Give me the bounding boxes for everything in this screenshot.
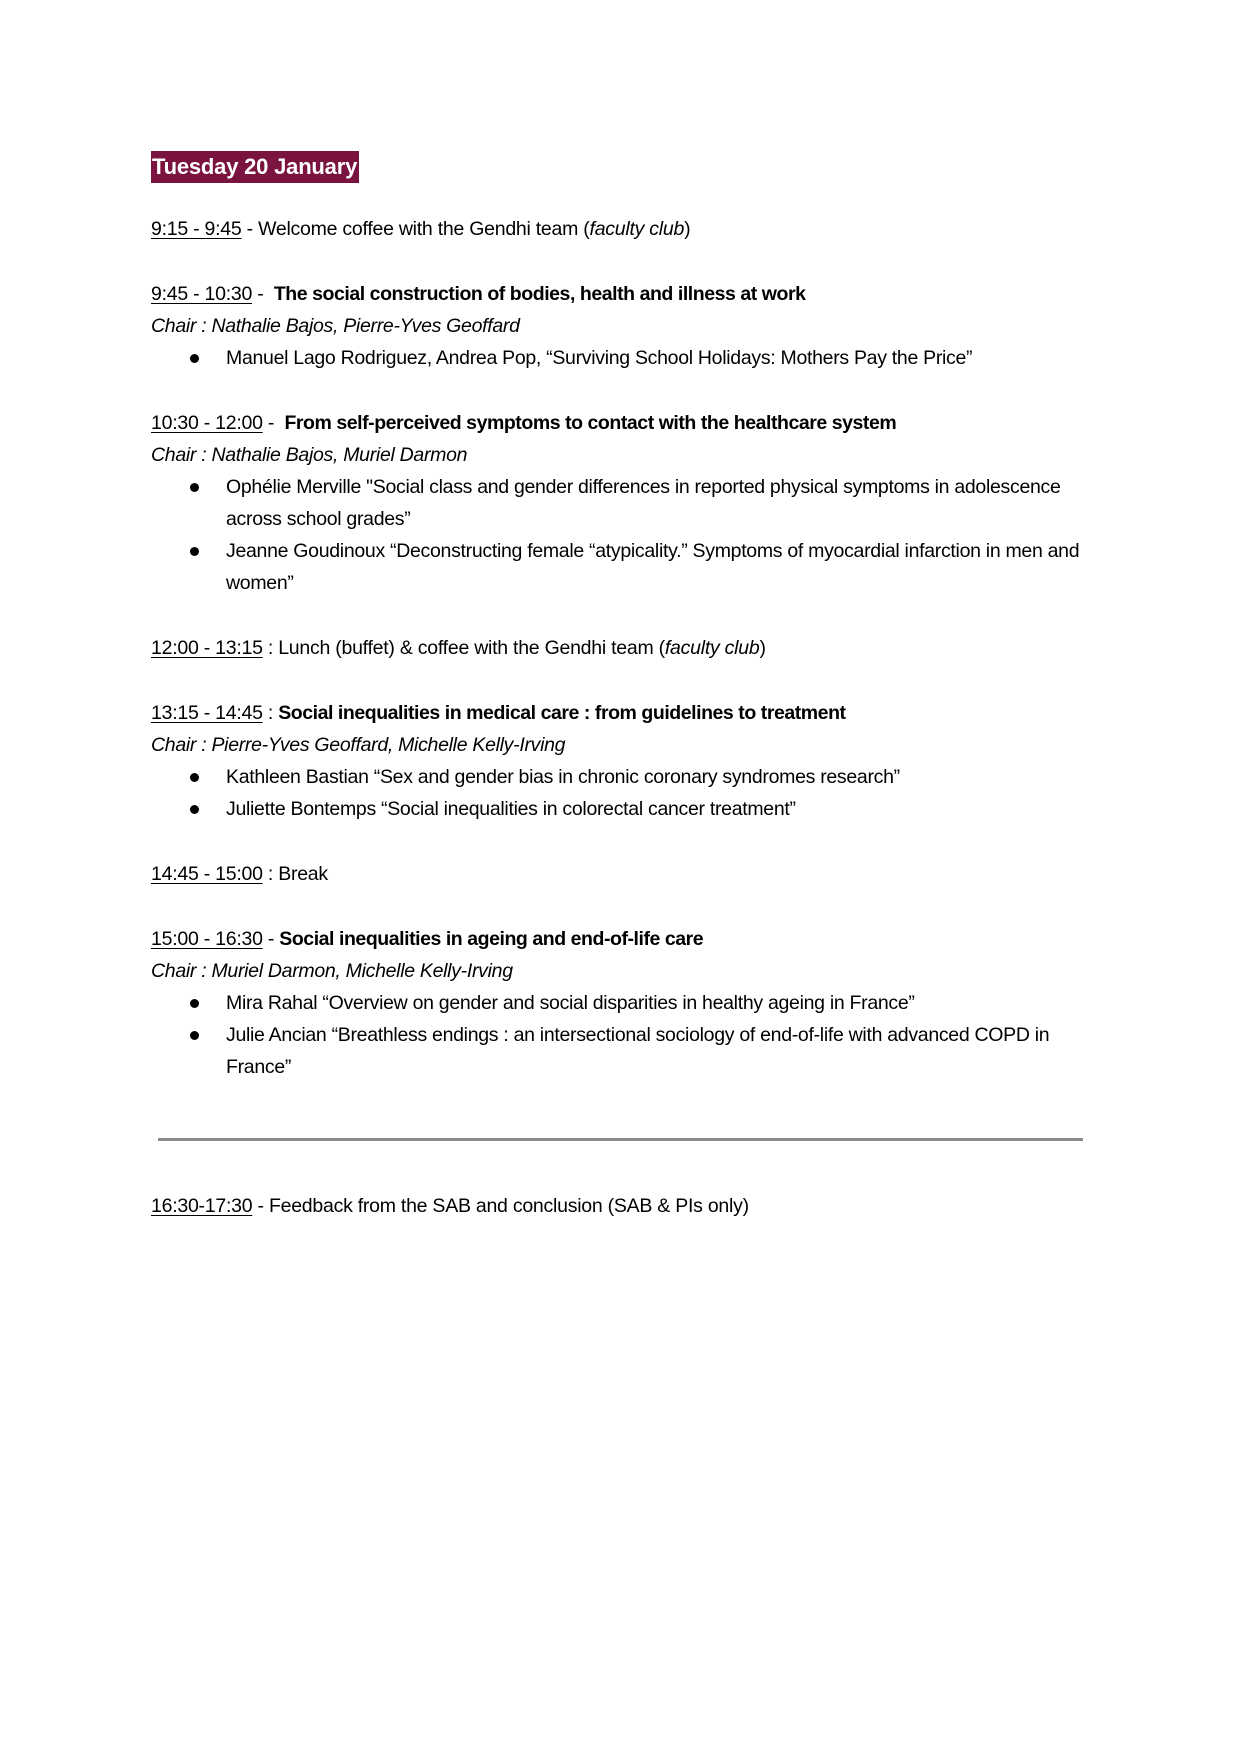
- session-time: 15:00 - 16:30: [151, 928, 263, 950]
- session-text: Feedback from the SAB and conclusion (SAB & PIs only): [268, 1195, 749, 1217]
- bullet-icon: [190, 1031, 199, 1040]
- bullet-icon: [190, 805, 199, 814]
- talk-item: [151, 471, 1091, 535]
- session-heading: [151, 697, 1091, 729]
- session-location: faculty club: [664, 637, 760, 659]
- closing-session: [151, 1190, 749, 1222]
- bullet-icon: [190, 483, 199, 492]
- session-lunch: [151, 632, 1091, 664]
- session-separator: -: [252, 1195, 269, 1217]
- schedule-page: [151, 151, 1091, 1083]
- session-text: Break: [278, 863, 328, 885]
- session-separator: :: [262, 863, 279, 885]
- session-text-end: ): [759, 637, 766, 659]
- talk-item: [151, 987, 1091, 1019]
- talk-list: [151, 761, 1091, 825]
- day-title: Tuesday 20 January: [151, 151, 359, 183]
- talk-list: [151, 342, 1091, 374]
- session-time: 12:00 - 13:15: [151, 637, 263, 659]
- talk-list: [151, 471, 1091, 599]
- talk-list: [151, 987, 1091, 1083]
- talk-text: Jeanne Goudinoux “Deconstructing female “atypicality.” Symptoms of myocardial infarction in men and women”: [226, 540, 1080, 594]
- bullet-icon: [190, 999, 199, 1008]
- session-block: [151, 697, 1091, 825]
- session-chair: Chair : Pierre-Yves Geoffard, Michelle Kelly-Irving: [151, 734, 566, 756]
- session-block: [151, 407, 1091, 599]
- talk-text: Ophélie Merville "Social class and gender differences in reported physical symptoms in adolescence across school grades”: [226, 476, 1061, 530]
- session-break: [151, 858, 1091, 890]
- session-title: Social inequalities in medical care : from guidelines to treatment: [278, 702, 846, 724]
- horizontal-rule: [158, 1138, 1083, 1141]
- session-text: Lunch (buffet) & coffee with the Gendhi team (: [278, 637, 665, 659]
- session-time: 9:45 - 10:30: [151, 283, 253, 305]
- talk-item: [151, 793, 1091, 825]
- session-separator: :: [262, 702, 279, 724]
- talk-item: [151, 535, 1091, 599]
- session-heading: [151, 278, 1091, 310]
- session-title: From self-perceived symptoms to contact with the healthcare system: [284, 412, 897, 434]
- session-heading: [151, 923, 1091, 955]
- session-separator: -: [262, 928, 280, 950]
- talk-text: Kathleen Bastian “Sex and gender bias in chronic coronary syndromes research”: [226, 766, 900, 788]
- session-separator: -: [241, 218, 259, 240]
- bullet-icon: [190, 354, 199, 363]
- session-title: The social construction of bodies, health and illness at work: [273, 283, 806, 305]
- talk-item: [151, 761, 1091, 793]
- session-chair: Chair : Muriel Darmon, Michelle Kelly-Irving: [151, 960, 513, 982]
- session-separator: -: [262, 412, 285, 434]
- talk-text: Mira Rahal “Overview on gender and social disparities in healthy ageing in France”: [226, 992, 915, 1014]
- session-separator: -: [252, 283, 274, 305]
- bullet-icon: [190, 547, 199, 556]
- talk-text: Juliette Bontemps “Social inequalities in colorectal cancer treatment”: [226, 798, 796, 820]
- session-location: faculty club: [589, 218, 685, 240]
- session-time: 13:15 - 14:45: [151, 702, 263, 724]
- session-time: 10:30 - 12:00: [151, 412, 263, 434]
- session-text-end: ): [684, 218, 691, 240]
- session-time: 9:15 - 9:45: [151, 218, 242, 240]
- session-heading: [151, 407, 1091, 439]
- session-chair: Chair : Nathalie Bajos, Pierre-Yves Geoffard: [151, 315, 520, 337]
- session-text: Welcome coffee with the Gendhi team (: [258, 218, 590, 240]
- session-chair: Chair : Nathalie Bajos, Muriel Darmon: [151, 444, 468, 466]
- bullet-icon: [190, 773, 199, 782]
- session-block: [151, 923, 1091, 1083]
- session-welcome-coffee: [151, 213, 1091, 245]
- session-title: Social inequalities in ageing and end-of-life care: [279, 928, 704, 950]
- talk-item: [151, 342, 1091, 374]
- session-block: [151, 278, 1091, 374]
- session-time: 14:45 - 15:00: [151, 863, 263, 885]
- talk-text: Julie Ancian “Breathless endings : an intersectional sociology of end-of-life with advanced COPD in France”: [226, 1024, 1050, 1078]
- talk-item: [151, 1019, 1091, 1083]
- talk-text: Manuel Lago Rodriguez, Andrea Pop, “Surviving School Holidays: Mothers Pay the Price”: [226, 347, 973, 369]
- session-separator: :: [262, 637, 279, 659]
- session-time: 16:30-17:30: [151, 1195, 253, 1217]
